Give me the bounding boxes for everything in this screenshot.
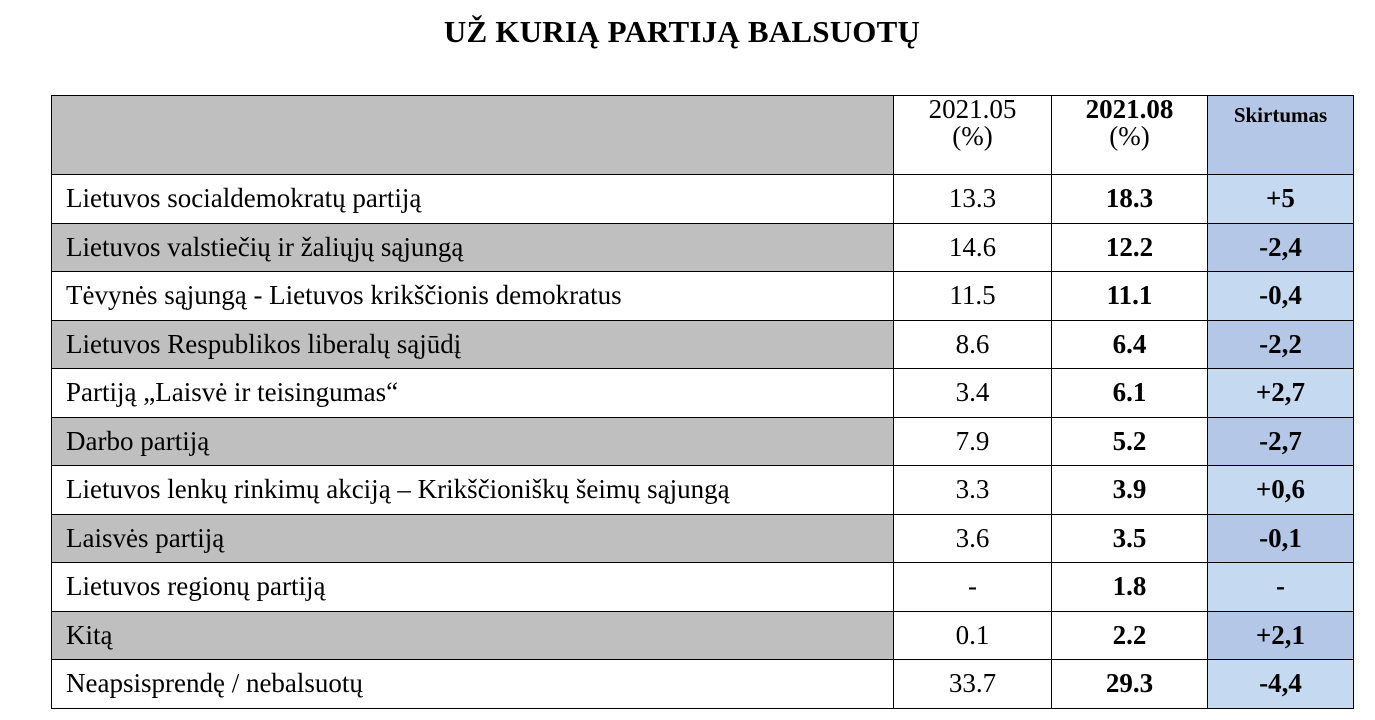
party-name-cell: Neapsisprendę / nebalsuotų <box>52 660 894 709</box>
difference-cell: +2,7 <box>1208 369 1354 418</box>
value-2021-05-cell: 0.1 <box>894 611 1052 660</box>
table-row <box>52 466 1354 515</box>
header-difference: Skirtumas <box>1208 96 1354 175</box>
difference-cell: -0,4 <box>1208 272 1354 321</box>
table-row <box>52 660 1354 709</box>
value-2021-05-cell: 11.5 <box>894 272 1052 321</box>
value-2021-08-cell: 1.8 <box>1052 563 1208 612</box>
value-2021-08-cell: 6.1 <box>1052 369 1208 418</box>
value-2021-05-cell: 8.6 <box>894 320 1052 369</box>
value-2021-05-cell: - <box>894 563 1052 612</box>
value-2021-08-cell: 11.1 <box>1052 272 1208 321</box>
value-2021-08-cell: 6.4 <box>1052 320 1208 369</box>
party-name-cell: Tėvynės sąjungą - Lietuvos krikščionis demokratus <box>52 272 894 321</box>
table-row <box>52 514 1354 563</box>
value-2021-05-cell: 3.3 <box>894 466 1052 515</box>
table-row <box>52 369 1354 418</box>
header-2021-08-unit: (%) <box>1109 121 1150 151</box>
difference-cell: -0,1 <box>1208 514 1354 563</box>
value-2021-05-cell: 7.9 <box>894 417 1052 466</box>
table-row <box>52 320 1354 369</box>
poll-table <box>51 95 1354 709</box>
value-2021-08-cell: 3.5 <box>1052 514 1208 563</box>
table-row <box>52 563 1354 612</box>
difference-cell: -2,2 <box>1208 320 1354 369</box>
value-2021-08-cell: 3.9 <box>1052 466 1208 515</box>
header-2021-08-date: 2021.08 <box>1085 94 1174 124</box>
table-row <box>52 223 1354 272</box>
value-2021-08-cell: 12.2 <box>1052 223 1208 272</box>
difference-cell: +0,6 <box>1208 466 1354 515</box>
difference-cell: -2,7 <box>1208 417 1354 466</box>
header-2021-05-unit: (%) <box>952 121 993 151</box>
table-row <box>52 417 1354 466</box>
header-2021-05 <box>894 96 1052 175</box>
value-2021-05-cell: 14.6 <box>894 223 1052 272</box>
party-name-cell: Kitą <box>52 611 894 660</box>
value-2021-08-cell: 18.3 <box>1052 175 1208 224</box>
party-name-cell: Lietuvos Respublikos liberalų sąjūdį <box>52 320 894 369</box>
difference-cell: +2,1 <box>1208 611 1354 660</box>
value-2021-05-cell: 3.6 <box>894 514 1052 563</box>
difference-cell: +5 <box>1208 175 1354 224</box>
party-name-cell: Laisvės partiją <box>52 514 894 563</box>
difference-cell: - <box>1208 563 1354 612</box>
table-row <box>52 175 1354 224</box>
page-title: UŽ KURIĄ PARTIJĄ BALSUOTŲ <box>443 14 921 49</box>
table-row <box>52 611 1354 660</box>
value-2021-05-cell: 3.4 <box>894 369 1052 418</box>
value-2021-08-cell: 5.2 <box>1052 417 1208 466</box>
party-name-cell: Lietuvos socialdemokratų partiją <box>52 175 894 224</box>
table-header-row <box>52 96 1354 175</box>
party-name-cell: Lietuvos regionų partiją <box>52 563 894 612</box>
party-name-cell: Partiją „Laisvė ir teisingumas“ <box>52 369 894 418</box>
value-2021-05-cell: 13.3 <box>894 175 1052 224</box>
party-name-cell: Lietuvos lenkų rinkimų akciją – Krikščioniškų šeimų sąjungą <box>52 466 894 515</box>
party-name-cell: Darbo partiją <box>52 417 894 466</box>
value-2021-08-cell: 29.3 <box>1052 660 1208 709</box>
difference-cell: -2,4 <box>1208 223 1354 272</box>
header-2021-05-date: 2021.05 <box>928 94 1017 124</box>
difference-cell: -4,4 <box>1208 660 1354 709</box>
value-2021-05-cell: 33.7 <box>894 660 1052 709</box>
header-2021-08 <box>1052 96 1208 175</box>
header-party-cell <box>52 96 894 175</box>
table-row <box>52 272 1354 321</box>
party-name-cell: Lietuvos valstiečių ir žaliųjų sąjungą <box>52 223 894 272</box>
value-2021-08-cell: 2.2 <box>1052 611 1208 660</box>
